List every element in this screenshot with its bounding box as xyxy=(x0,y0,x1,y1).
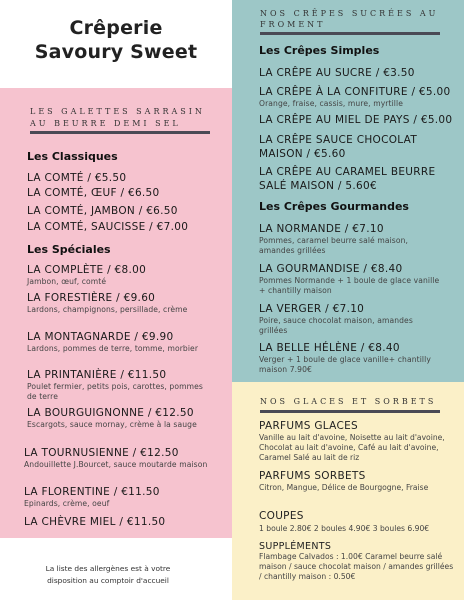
menu-item-description: Pommes Normande + 1 boule de glace vanille + chantilly maison xyxy=(259,276,440,295)
menu-item: LA CRÊPE AU MIEL DE PAYS / €5.00 xyxy=(259,114,453,126)
menu-item: LA COMPLÈTE / €8.00 xyxy=(27,264,147,276)
galettes-header-line-1: LES GALETTES SARRASIN xyxy=(30,107,205,116)
menu-item: LA CRÊPE AU CARAMEL BEURRE xyxy=(259,166,436,178)
title-line-2: Savoury Sweet xyxy=(34,41,198,63)
menu-item: LA MONTAGNARDE / €9.90 xyxy=(27,331,174,343)
crepes-divider xyxy=(260,32,440,35)
speciales-heading: Les Spéciales xyxy=(27,243,111,256)
title-line-1: Crêperie xyxy=(69,17,163,39)
simples-heading: Les Crêpes Simples xyxy=(259,44,380,57)
menu-item-description: Andouillette J.Bourcet, sauce moutarde maison xyxy=(24,460,208,469)
menu-item-description: Orange, fraise, cassis, mure, myrtille xyxy=(259,99,403,108)
parfums-sorbets-list: Citron, Mangue, Délice de Bourgogne, Fraise xyxy=(259,483,429,492)
menu-item: LA CRÊPE À LA CONFITURE / €5.00 xyxy=(259,86,451,98)
parfums-sorbets-heading: PARFUMS SORBETS xyxy=(259,470,366,482)
page-title xyxy=(0,16,232,64)
allergen-note-line-1: La liste des allergènes est à votre xyxy=(45,564,171,573)
classiques-heading: Les Classiques xyxy=(27,150,118,163)
menu-item: SALÉ MAISON / 5.60€ xyxy=(259,180,377,192)
crepes-header-line-1: NOS CRÊPES SUCRÉES AU xyxy=(260,9,439,18)
menu-item-description: Jambon, œuf, comté xyxy=(27,277,107,286)
galettes-header-line-2: AU BEURRE DEMI SEL xyxy=(30,119,181,128)
parfums-glaces-list: Vanille au lait d'avoine, Noisette au lait d'avoine, Chocolat au lait d'avoine, Café au lait d'avoine, Caramel Salé au lait de riz xyxy=(259,433,445,462)
menu-item: LA VERGER / €7.10 xyxy=(259,303,365,315)
crepes-header-line-2: FROMENT xyxy=(260,20,326,29)
menu-item: LA NORMANDE / €7.10 xyxy=(259,223,384,235)
menu-item: LA PRINTANIÈRE / €11.50 xyxy=(27,369,167,381)
menu-item: LA BELLE HÉLÈNE / €8.40 xyxy=(259,342,400,354)
glaces-header: NOS GLACES ET SORBETS xyxy=(260,397,437,406)
parfums-glaces-heading: PARFUMS GLACES xyxy=(259,420,358,432)
menu-item: LA COMTÉ, JAMBON / €6.50 xyxy=(27,205,178,217)
galettes-divider xyxy=(30,131,210,134)
coupes-prices: 1 boule 2.80€ 2 boules 4.90€ 3 boules 6.90€ xyxy=(259,524,430,533)
gourmandes-heading: Les Crêpes Gourmandes xyxy=(259,200,409,213)
menu-item: LA COMTÉ / €5.50 xyxy=(27,172,127,184)
menu-item-description: Verger + 1 boule de glace vanille+ chantilly maison 7.90€ xyxy=(259,355,431,374)
menu-item: LA CHÈVRE MIEL / €11.50 xyxy=(24,516,166,528)
menu-item: LA FLORENTINE / €11.50 xyxy=(24,486,160,498)
menu-item: LA CRÊPE SAUCE CHOCOLAT xyxy=(259,134,418,146)
coupes-heading: COUPES xyxy=(259,510,304,522)
menu-item: LA CRÊPE AU SUCRE / €3.50 xyxy=(259,67,415,79)
menu-item-description: Lardons, pommes de terre, tomme, morbier xyxy=(27,344,199,353)
menu-item-description: Pommes, caramel beurre salé maison, amandes grillées xyxy=(259,236,409,255)
supplements-list: Flambage Calvados : 1.00€ Caramel beurre salé maison / sauce chocolat maison / amandes grillées / chantilly maison : 0.50€ xyxy=(259,552,454,581)
menu-item: LA FORESTIÈRE / €9.60 xyxy=(27,292,156,304)
supplements-heading: SUPPLÉMENTS xyxy=(259,541,332,552)
allergen-note-line-2: disposition au comptoir d'accueil xyxy=(47,576,169,585)
glaces-divider xyxy=(260,410,440,413)
menu-item: MAISON / €5.60 xyxy=(259,148,346,160)
menu-item-description: Escargots, sauce mornay, crème à la sauge xyxy=(27,420,197,429)
menu-item-description: Lardons, champignons, persillade, crème xyxy=(27,305,188,314)
menu-item: LA TOURNUSIENNE / €12.50 xyxy=(24,447,179,459)
menu-item: LA BOURGUIGNONNE / €12.50 xyxy=(27,407,194,419)
menu-item: LA GOURMANDISE / €8.40 xyxy=(259,263,403,275)
menu-item-description: Poire, sauce chocolat maison, amandes grillées xyxy=(259,316,413,335)
menu-item: LA COMTÉ, SAUCISSE / €7.00 xyxy=(27,221,189,233)
menu-item-description: Epinards, crème, oeuf xyxy=(24,499,110,508)
menu-item-description: Poulet fermier, petits pois, carottes, pommes de terre xyxy=(27,382,203,401)
menu-item: LA COMTÉ, ŒUF / €6.50 xyxy=(27,187,160,199)
